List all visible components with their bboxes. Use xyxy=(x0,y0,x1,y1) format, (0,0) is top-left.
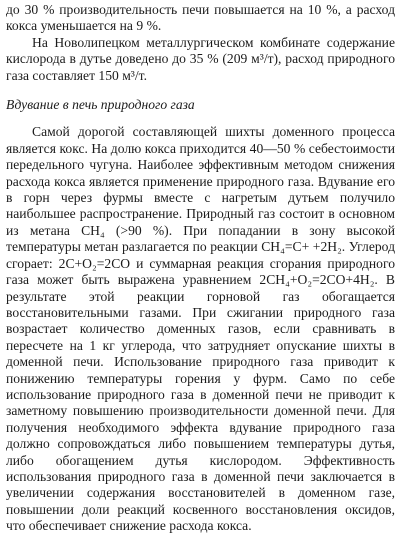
paragraph-novolipetsk: На Новолипецком металлургическом комбинате содержание кислорода в дутье доведено до 35 % (209 м³/т), расход природного газа составляет 150 м³/т. xyxy=(6,34,395,83)
paragraph-natural-gas: Самой дорогой составляющей шихты доменного процесса является кокс. На долю кокса приходится 40—50 % себестоимости передельного чугуна. Наиболее эффективным методом снижения расхода кокса является применение природного газа. Вдувание его в горн через фурмы вместе с нагретым дутьем получило наибольшее распространение. Природный газ состоит в основном из метана CH₄ (>90 %). При попадании в зону высокой температуры метан разлагается по реакции CH₄=C+ +2H₂. Углерод сгорает: 2C+O₂=2CO и суммарная реакция сгорания природного газа может быть выражена уравнением 2CH₄+O₂=2CO+4H₂. В результате этой реакции горновой газ обогащается восстановительными газами. При сжигании природного газа возрастает количество доменных газов, если сравнивать в пересчете на 1 кг углерода, что затрудняет опускание шихты в доменной печи. Использование природного газа приводит к понижению температуры горения у фурм. Само по себе использование природного газа в доменной печи не приводит к заметному повышению производительности доменной печи. Для получения необходимого эффекта вдувание природного газа должно сопровождаться либо повышением температуры дутья, либо обогащением дутья кислородом. Эффективность использования природного газа в доменной печи заключается в увеличении содержания восстановителей в доменном газе, повышении доли реакций косвенного восстановления оксидов, что обеспечивает снижение расхода кокса. xyxy=(6,124,395,534)
section-heading: Вдувание в печь природного газа xyxy=(6,97,195,113)
paragraph-continuation: до 30 % производительность печи повышается на 10 %, а расход кокса уменьшается на 9 %. xyxy=(6,2,395,34)
